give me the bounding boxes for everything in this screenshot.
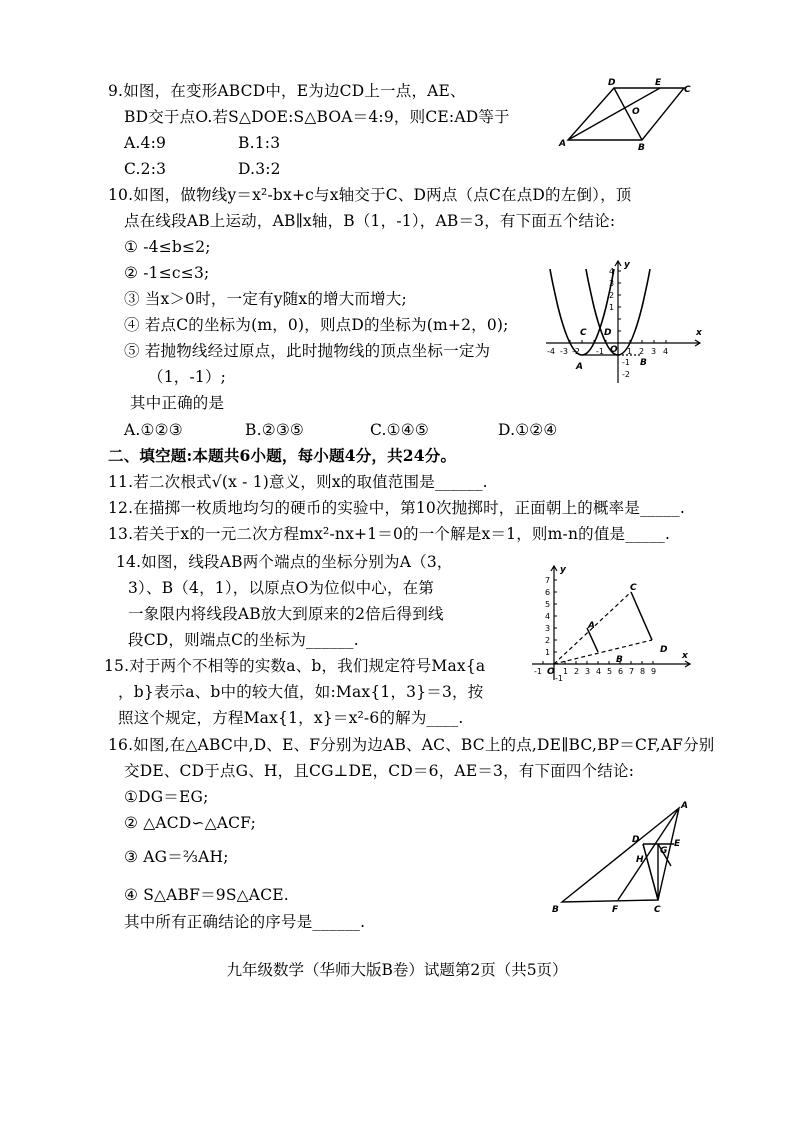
q14-line2: 3）、B（4，1），以原点O为位似中心，在第 [128,579,435,597]
q15-line1: 15.对于两个不相等的实数a、b，我们规定符号Max{a [104,657,486,675]
q10-ytick: 1 [609,303,615,312]
q9-line1: 9.如图，在变形ABCD中，E为边CD上一点，AE、 [108,82,466,100]
q15-line2: ，b}表示a、b中的较大值，如:Max{1，3}＝3，按 [118,683,484,701]
q14-label-a: A [588,621,595,631]
q10-xtick: 3 [651,347,657,356]
q9-label-e: E [655,78,662,88]
q10-conclusion-5-cont: （1，-1）; [148,368,227,386]
q14-xtick: 1 [563,667,569,676]
q16-conclusion-3: ③ AG＝⅔AH; [124,848,229,866]
q9-option-b: B.1:3 [238,134,281,152]
q10-ytick: 3 [609,279,615,288]
q14-xtick: 7 [629,667,635,676]
q14-axis-x-label: x [682,651,688,661]
q16-label-d: D [632,835,640,845]
q10-parabola-figure [540,255,710,395]
q10-axis-y-label: y [624,260,630,270]
q14-xtick: 3 [585,667,591,676]
q10-origin-label: O [610,345,618,355]
q9-option-d: D.3:2 [238,160,281,178]
q10-option-b: B.②③⑤ [245,421,305,439]
q10-option-a: A.①②③ [124,421,183,439]
q14-ytick: 4 [545,612,551,621]
q10-axis-x-label: x [696,328,702,338]
q10-conclusion-5: ⑤ 若抛物线经过原点，此时抛物线的顶点坐标一定为 [124,342,491,360]
q14-line3: 一象限内将线段AB放大到原来的2倍后得到线 [128,605,444,623]
q14-ytick: 1 [545,648,551,657]
q10-label-c: C [580,328,587,338]
q10-ytick: -1 [622,358,630,367]
q11: 11.若二次根式√(x - 1)意义，则x的取值范围是______. [108,473,488,491]
q14-ytick: 5 [545,600,551,609]
q14-xtick: -1 [534,667,542,676]
q14-origin-label: O [547,667,555,677]
q9-label-c: C [684,85,691,95]
q14-label-b: B [616,655,623,665]
q10-ytick: 4 [609,267,615,276]
q16-label-e: E [674,839,681,849]
q16-triangle-figure [548,800,693,920]
q10-xtick: 1 [627,347,633,356]
q14-xtick: 4 [596,667,602,676]
q9-line2: BD交于点O.若S△DOE:S△BOA＝4:9，则CE:AD等于 [124,108,510,126]
q14-coordinate-figure [518,560,698,685]
q14-ytick: 3 [545,624,551,633]
q14-line1: 14.如图，线段AB两个端点的坐标分别为A（3， [116,553,453,571]
q14-ytick: 2 [545,636,551,645]
q10-option-d: D.①②④ [498,421,558,439]
section-2-heading: 二、填空题:本题共6小题，每小题4分，共24分。 [108,446,457,465]
q10-ask: 其中正确的是 [130,394,225,412]
q10-xtick: -2 [572,347,580,356]
q14-xtick: 8 [640,667,646,676]
q10-label-a: A [576,362,583,372]
q10-xtick: -1 [596,347,604,356]
q16-label-a: A [681,801,688,811]
q14-line4: 段CD，则端点C的坐标为______. [128,631,359,649]
q16-ask: 其中所有正确结论的序号是______. [124,913,366,931]
q15-line3: 照这个规定，方程Max{1，x}＝x²-6的解为____. [118,709,464,727]
q9-label-a: A [559,139,566,149]
q12: 12.在描掷一枚质地均匀的硬币的实验中，第10次抛掷时，正面朝上的概率是_____. [108,499,685,517]
q14-xtick: 9 [651,667,657,676]
q10-label-b: B [640,358,647,368]
q16-label-c: C [654,905,661,915]
q14-label-d: D [660,645,668,655]
q14-xtick: 5 [607,667,613,676]
q10-xtick: 4 [663,347,669,356]
q16-conclusion-2: ② △ACD∽△ACF; [124,814,257,832]
q10-ytick: 2 [609,291,615,300]
q16-label-h: H [636,855,644,865]
q16-label-f: F [612,905,619,915]
q16-conclusion-1: ①DG＝EG; [124,788,209,806]
q14-xtick: 6 [618,667,624,676]
q16-line1: 16.如图,在△ABC中,D、E、F分别为边AB、AC、BC上的点,DE∥BC,BP＝CF,AF分别 [108,736,715,754]
q10-xtick: -4 [547,347,555,356]
q10-xtick: 2 [639,347,645,356]
q10-xtick: -3 [560,347,568,356]
q14-ytick: -1 [555,674,563,683]
q9-option-a: A.4:9 [124,134,167,152]
q9-label-o: O [632,107,640,117]
q10-conclusion-1: ① -4≤b≤2; [124,238,211,256]
q14-xtick: 2 [574,667,580,676]
q10-line1: 10.如图，做物线y＝x²-bx+c与x轴交于C、D两点（点C在点D的左倒），顶 [108,186,632,204]
q14-ytick: 6 [545,588,551,597]
q10-label-d: D [604,328,612,338]
q10-conclusion-4: ④ 若点C的坐标为(m，0)，则点D的坐标为(m+2，0); [124,316,509,334]
q9-label-d: D [608,78,616,88]
q9-label-b: B [638,143,645,152]
q16-conclusion-4: ④ S△ABF＝9S△ACE. [124,886,289,904]
q9-option-c: C.2:3 [124,160,167,178]
q16-line2: 交DE、CD于点G、H，且CG⊥DE，CD＝6，AE＝3，有下面四个结论: [124,762,635,780]
q10-conclusion-2: ② -1≤c≤3; [124,264,210,282]
q13: 13.若关于x的一元二次方程mx²-nx+1＝0的一个解是x＝1，则m-n的值是_____. [108,525,671,543]
q16-label-b: B [552,905,559,915]
page-footer: 九年级数学（华师大版B卷）试题第2页（共5页） [226,961,568,979]
q14-axis-y-label: y [560,565,566,575]
q10-line2: 点在线段AB上运动，AB∥x轴，B（1，-1），AB＝3，有下面五个结论: [124,212,616,230]
q10-option-c: C.①④⑤ [370,421,429,439]
q10-ytick: -2 [622,370,630,379]
q10-conclusion-3: ③ 当x＞0时，一定有y随x的增大而增大; [124,290,407,308]
q16-label-g: G [660,846,668,856]
q14-label-c: C [630,583,637,593]
q9-parallelogram-figure [556,72,696,152]
q14-ytick: 7 [545,576,551,585]
